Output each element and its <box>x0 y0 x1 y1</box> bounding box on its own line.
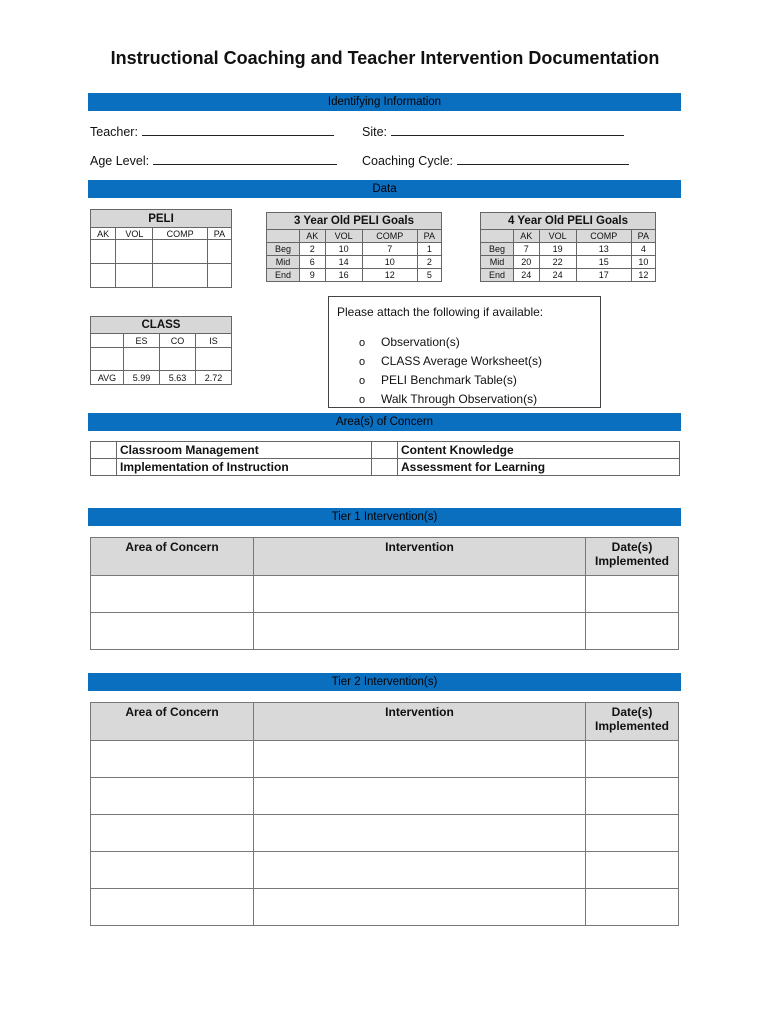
teacher-field[interactable] <box>90 123 334 139</box>
peli-col: COMP <box>153 228 208 240</box>
age-level-field[interactable] <box>90 152 337 168</box>
row-label: End <box>481 269 514 282</box>
table-cell[interactable] <box>254 889 586 926</box>
class-cell[interactable] <box>124 348 160 371</box>
coaching-cycle-line[interactable] <box>457 152 629 165</box>
value-cell: 7 <box>362 243 417 256</box>
table-row <box>91 741 679 778</box>
value-cell: 7 <box>514 243 540 256</box>
peli-col: PA <box>207 228 231 240</box>
value-cell: 24 <box>539 269 576 282</box>
tier2-table <box>90 702 679 926</box>
goals-3yr-title: 3 Year Old PELI Goals <box>267 213 442 230</box>
row-label: Mid <box>267 256 300 269</box>
value-cell: 14 <box>325 256 362 269</box>
goals-3yr-row <box>267 269 442 282</box>
list-item <box>359 333 542 352</box>
col-dates-implemented: Date(s) Implemented <box>586 703 679 741</box>
class-cell[interactable] <box>160 348 196 371</box>
value-cell: 19 <box>539 243 576 256</box>
section-areas-of-concern: Area(s) of Concern <box>88 413 681 431</box>
age-level-line[interactable] <box>153 152 337 165</box>
list-item <box>359 371 542 390</box>
concern-checkbox[interactable] <box>91 442 117 459</box>
concern-checkbox[interactable] <box>372 442 398 459</box>
table-cell[interactable] <box>254 778 586 815</box>
page-title: Instructional Coaching and Teacher Intervention Documentation <box>110 48 660 68</box>
concern-label: Implementation of Instruction <box>117 459 372 476</box>
peli-col: AK <box>91 228 116 240</box>
class-cell[interactable] <box>196 348 232 371</box>
value-cell: 15 <box>576 256 631 269</box>
table-row <box>91 778 679 815</box>
table-cell[interactable] <box>91 778 254 815</box>
class-avg-value: 5.63 <box>160 371 196 385</box>
value-cell: 2 <box>300 243 326 256</box>
col-intervention: Intervention <box>254 538 586 576</box>
goals-4yr-title: 4 Year Old PELI Goals <box>481 213 656 230</box>
peli-cell[interactable] <box>91 240 116 264</box>
value-cell: 16 <box>325 269 362 282</box>
table-cell[interactable] <box>254 815 586 852</box>
class-cell[interactable] <box>91 348 124 371</box>
goals-4yr-row <box>481 256 656 269</box>
value-cell: 24 <box>514 269 540 282</box>
goals-3yr-col: VOL <box>325 230 362 243</box>
goals-3yr-row <box>267 256 442 269</box>
goals-4yr-row <box>481 243 656 256</box>
table-cell[interactable] <box>586 576 679 613</box>
coaching-cycle-field[interactable] <box>362 152 629 168</box>
table-row <box>91 815 679 852</box>
value-cell: 12 <box>362 269 417 282</box>
class-col: IS <box>196 334 232 348</box>
concern-checkbox[interactable] <box>372 459 398 476</box>
attach-item-label: CLASS Average Worksheet(s) <box>381 354 542 368</box>
teacher-line[interactable] <box>142 123 334 136</box>
goals-3yr-col: PA <box>417 230 441 243</box>
peli-table <box>90 209 232 288</box>
table-cell[interactable] <box>254 741 586 778</box>
class-col: CO <box>160 334 196 348</box>
table-cell[interactable] <box>586 741 679 778</box>
goals-4yr-col: PA <box>631 230 655 243</box>
site-field[interactable] <box>362 123 624 139</box>
teacher-label: Teacher: <box>90 125 138 139</box>
table-cell[interactable] <box>91 815 254 852</box>
table-row <box>91 852 679 889</box>
concern-label: Content Knowledge <box>398 442 680 459</box>
table-cell[interactable] <box>254 852 586 889</box>
attach-list <box>359 333 542 409</box>
peli-cell[interactable] <box>116 264 153 288</box>
coaching-cycle-label: Coaching Cycle: <box>362 154 454 168</box>
value-cell: 22 <box>539 256 576 269</box>
list-item <box>359 390 542 409</box>
value-cell: 9 <box>300 269 326 282</box>
goals-4yr-row <box>481 269 656 282</box>
table-cell[interactable] <box>91 613 254 650</box>
value-cell: 12 <box>631 269 655 282</box>
section-tier2: Tier 2 Intervention(s) <box>88 673 681 691</box>
value-cell: 10 <box>325 243 362 256</box>
row-label: Beg <box>481 243 514 256</box>
value-cell: 10 <box>362 256 417 269</box>
table-cell[interactable] <box>91 889 254 926</box>
table-cell[interactable] <box>91 741 254 778</box>
peli-cell[interactable] <box>116 240 153 264</box>
peli-cell[interactable] <box>153 240 208 264</box>
attach-box <box>328 296 601 408</box>
class-title: CLASS <box>91 317 232 334</box>
row-label: Mid <box>481 256 514 269</box>
class-table <box>90 316 232 385</box>
goals-3yr-table <box>266 212 442 282</box>
table-cell[interactable] <box>586 815 679 852</box>
class-avg-value: 5.99 <box>124 371 160 385</box>
col-area-of-concern: Area of Concern <box>91 538 254 576</box>
goals-4yr-col: VOL <box>539 230 576 243</box>
peli-cell[interactable] <box>207 240 231 264</box>
peli-cell[interactable] <box>207 264 231 288</box>
attach-intro: Please attach the following if available: <box>337 305 544 319</box>
table-cell[interactable] <box>586 852 679 889</box>
list-item <box>359 352 542 371</box>
peli-title: PELI <box>91 210 232 228</box>
concern-table <box>90 441 680 476</box>
table-cell[interactable] <box>586 889 679 926</box>
bullet-icon: o <box>359 394 366 406</box>
col-intervention: Intervention <box>254 703 586 741</box>
site-label: Site: <box>362 125 388 139</box>
value-cell: 1 <box>417 243 441 256</box>
table-row <box>91 613 679 650</box>
value-cell: 13 <box>576 243 631 256</box>
attach-item-label: PELI Benchmark Table(s) <box>381 373 517 387</box>
table-cell[interactable] <box>91 576 254 613</box>
class-avg-label: AVG <box>91 371 124 385</box>
age-level-label: Age Level: <box>90 154 150 168</box>
value-cell: 20 <box>514 256 540 269</box>
table-cell[interactable] <box>586 613 679 650</box>
concern-label: Classroom Management <box>117 442 372 459</box>
table-cell[interactable] <box>91 852 254 889</box>
peli-cell[interactable] <box>153 264 208 288</box>
row-label: End <box>267 269 300 282</box>
table-row <box>91 889 679 926</box>
tier1-table <box>90 537 679 650</box>
goals-3yr-col: AK <box>300 230 326 243</box>
value-cell: 17 <box>576 269 631 282</box>
value-cell: 5 <box>417 269 441 282</box>
value-cell: 4 <box>631 243 655 256</box>
value-cell: 6 <box>300 256 326 269</box>
section-tier1: Tier 1 Intervention(s) <box>88 508 681 526</box>
goals-3yr-row <box>267 243 442 256</box>
class-avg-value: 2.72 <box>196 371 232 385</box>
attach-item-label: Observation(s) <box>381 335 460 349</box>
section-identifying-information: Identifying Information <box>88 93 681 111</box>
bullet-icon: o <box>359 375 366 387</box>
table-row <box>91 576 679 613</box>
value-cell: 2 <box>417 256 441 269</box>
table-cell[interactable] <box>586 778 679 815</box>
attach-item-label: Walk Through Observation(s) <box>381 392 538 406</box>
section-data: Data <box>88 180 681 198</box>
bullet-icon: o <box>359 337 366 349</box>
row-label: Beg <box>267 243 300 256</box>
peli-col: VOL <box>116 228 153 240</box>
table-cell[interactable] <box>254 613 586 650</box>
col-area-of-concern: Area of Concern <box>91 703 254 741</box>
concern-label: Assessment for Learning <box>398 459 680 476</box>
table-cell[interactable] <box>254 576 586 613</box>
col-dates-implemented: Date(s) Implemented <box>586 538 679 576</box>
bullet-icon: o <box>359 356 366 368</box>
site-line[interactable] <box>391 123 624 136</box>
goals-4yr-col: COMP <box>576 230 631 243</box>
value-cell: 10 <box>631 256 655 269</box>
peli-cell[interactable] <box>91 264 116 288</box>
goals-3yr-col: COMP <box>362 230 417 243</box>
concern-checkbox[interactable] <box>91 459 117 476</box>
goals-4yr-table <box>480 212 656 282</box>
class-col: ES <box>124 334 160 348</box>
goals-4yr-col: AK <box>514 230 540 243</box>
